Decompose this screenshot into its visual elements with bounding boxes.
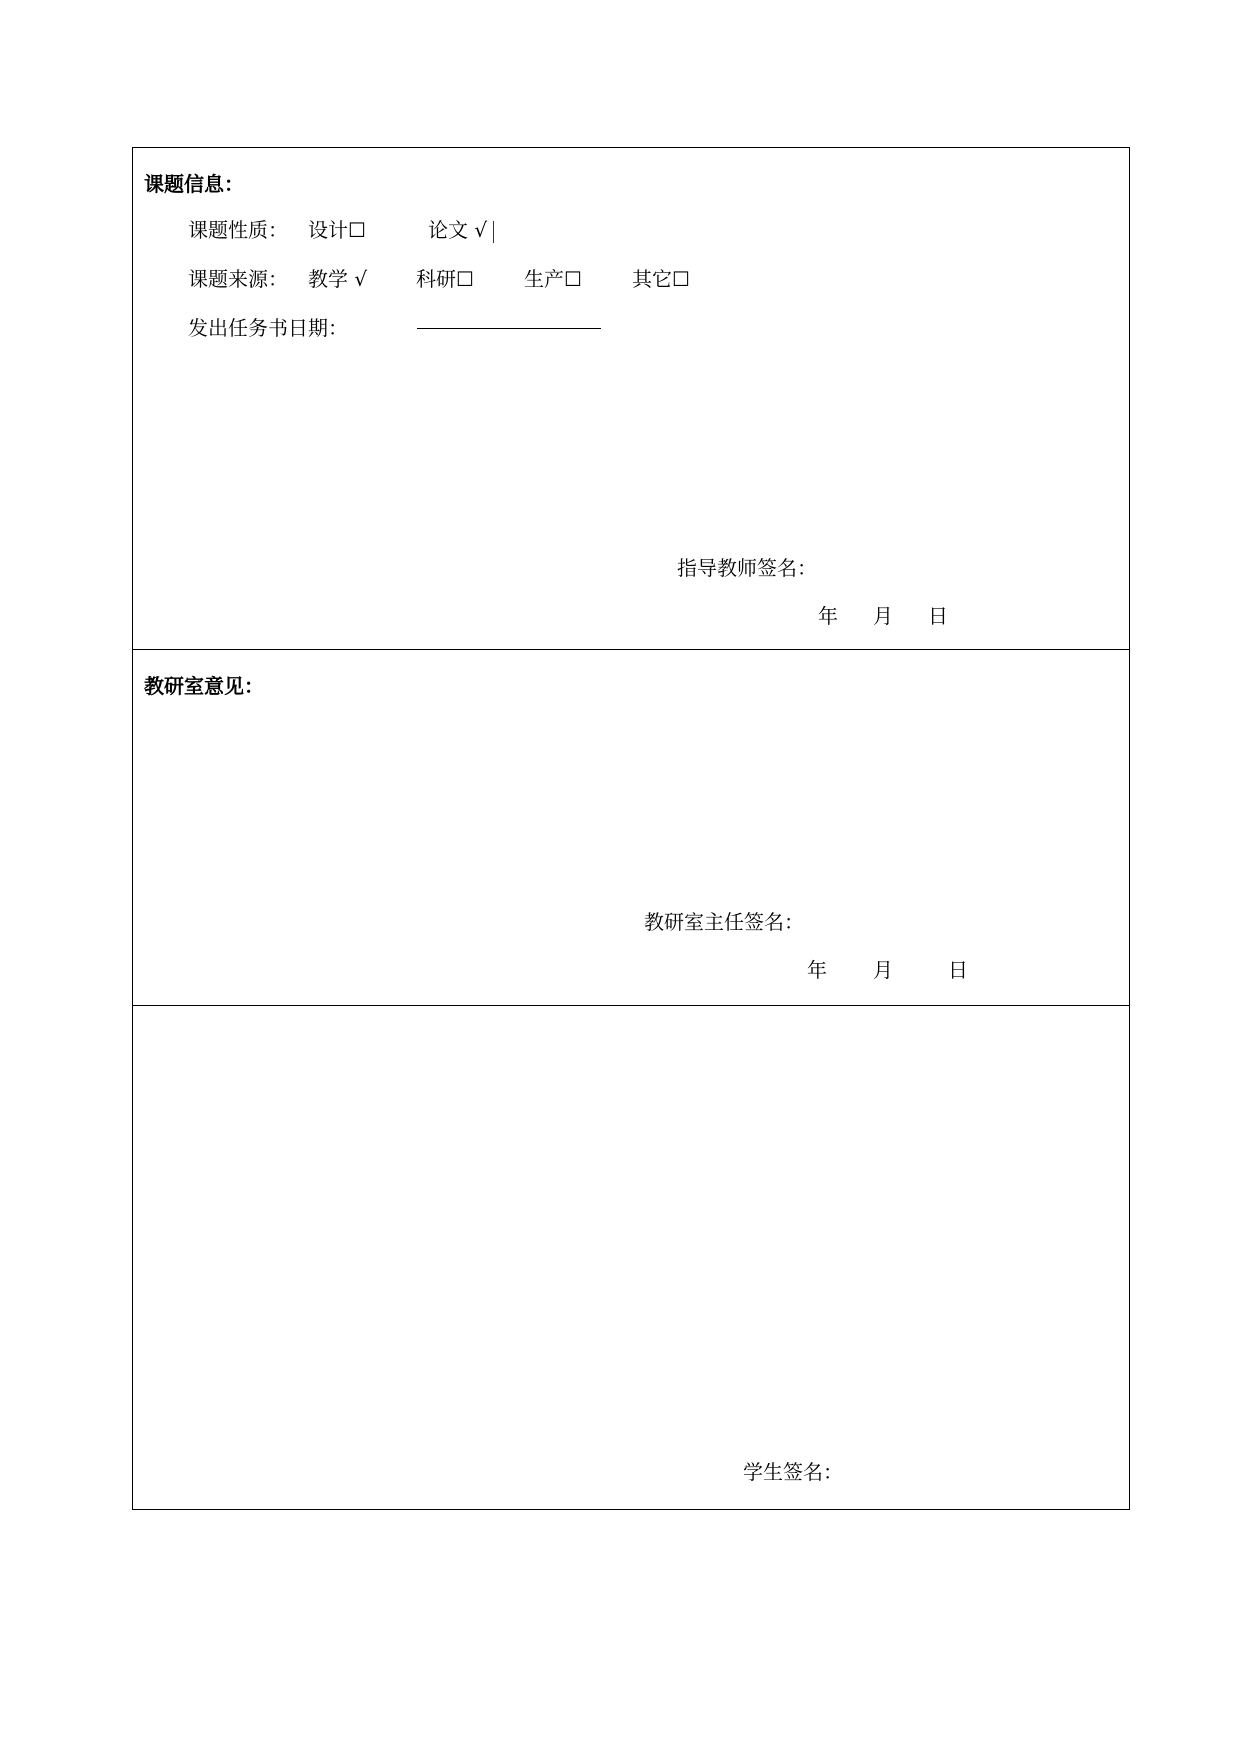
- director-date-year: 年: [807, 958, 827, 982]
- advisor-date-day: 日: [928, 604, 948, 628]
- research-checkbox[interactable]: 科研☐: [416, 267, 474, 291]
- topic-source-label: 课题来源：: [188, 267, 288, 291]
- advisor-date-year: 年: [818, 604, 838, 628]
- advisor-signature-label: 指导教师签名：: [677, 556, 817, 580]
- thesis-checkbox[interactable]: 论文 √: [428, 214, 494, 243]
- topic-info-section: [133, 148, 1129, 650]
- text-cursor-icon: [493, 221, 494, 243]
- task-form-table: [132, 147, 1130, 1510]
- production-checkbox[interactable]: 生产☐: [524, 267, 582, 291]
- department-opinion-heading: 教研室意见：: [144, 674, 264, 698]
- student-signature-label: 学生签名：: [743, 1460, 843, 1484]
- student-section: [133, 1006, 1129, 1509]
- department-opinion-section: [133, 650, 1129, 1006]
- teaching-checkbox[interactable]: 教学 √: [308, 267, 368, 291]
- topic-info-heading: 课题信息：: [144, 172, 244, 196]
- director-signature-label: 教研室主任签名：: [644, 910, 804, 934]
- issue-date-label: 发出任务书日期：: [188, 316, 348, 340]
- topic-nature-label: 课题性质：: [188, 218, 288, 242]
- director-date-month: 月: [873, 958, 893, 982]
- issue-date-field[interactable]: [417, 328, 601, 329]
- director-date-day: 日: [948, 958, 968, 982]
- other-checkbox[interactable]: 其它☐: [632, 267, 690, 291]
- design-checkbox[interactable]: 设计☐: [308, 218, 366, 242]
- advisor-date-month: 月: [873, 604, 893, 628]
